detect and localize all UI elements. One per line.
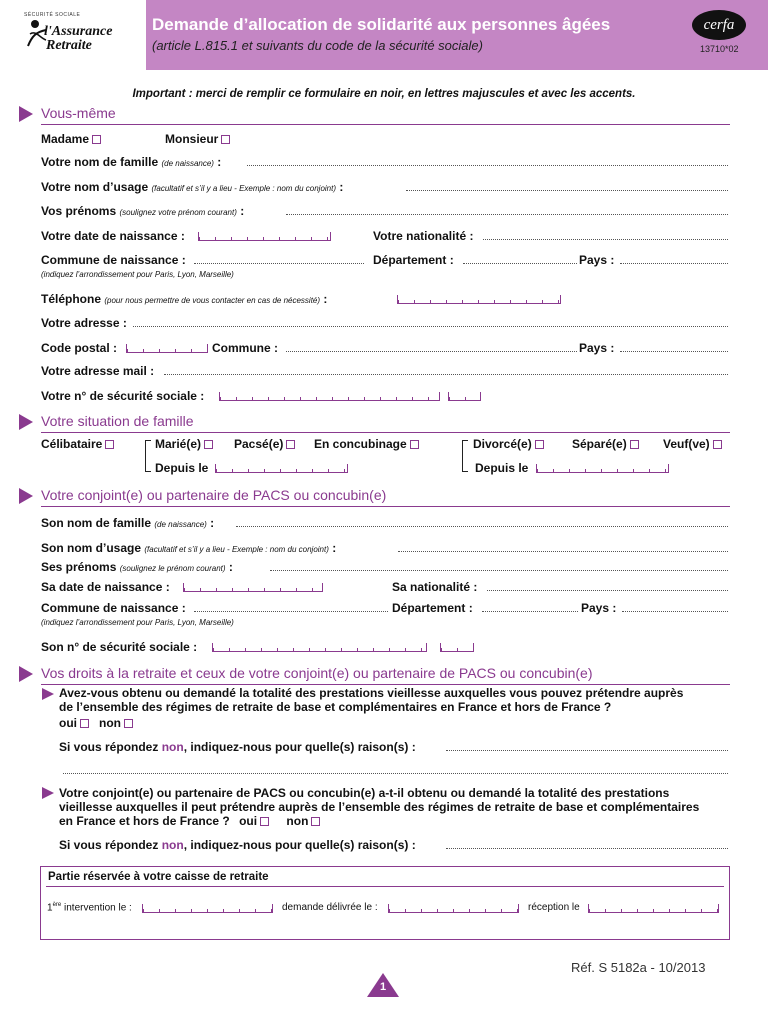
monsieur-checkbox[interactable] — [221, 135, 230, 144]
page-number: 1 — [379, 981, 387, 993]
mail-input[interactable] — [164, 365, 728, 375]
nom-famille-input[interactable] — [247, 156, 728, 166]
telephone-label: Téléphone (pour nous permettre de vous contacter en cas de nécessité) : — [41, 292, 328, 306]
conjoint-prenoms-input[interactable] — [270, 561, 728, 571]
telephone-input[interactable] — [397, 295, 561, 304]
conjoint-departement-label: Département : — [392, 601, 473, 615]
separe-option: Séparé(e) — [572, 437, 639, 451]
section-title-vous-meme: Vous-même — [41, 105, 116, 121]
conjoint-secu-key-input[interactable] — [440, 643, 474, 652]
question-marker-icon — [42, 688, 54, 700]
conjoint-date-naissance-input[interactable] — [183, 583, 323, 592]
pays-input[interactable] — [620, 254, 728, 264]
departement-label: Département : — [373, 253, 454, 267]
divorce-checkbox[interactable] — [535, 440, 544, 449]
nom-usage-label: Votre nom d’usage (facultatif et s’il y a lieu - Exemple : nom du conjoint) : — [41, 180, 344, 194]
divorce-option: Divorcé(e) — [473, 437, 544, 451]
q1-reason-input[interactable] — [446, 741, 728, 751]
concubinage-checkbox[interactable] — [410, 440, 419, 449]
q1-reason-label: Si vous répondez non, indiquez-nous pour quelle(s) raison(s) : — [59, 740, 416, 754]
conjoint-date-naissance-label: Sa date de naissance : — [41, 580, 170, 594]
madame-checkbox[interactable] — [92, 135, 101, 144]
q1-oui-option: oui — [59, 716, 89, 730]
depuis1-date-input[interactable] — [215, 464, 348, 473]
section-marker-icon — [19, 106, 33, 122]
important-notice: Important : merci de remplir ce formulaire en noir, en lettres majuscules et avec les accents. — [132, 88, 636, 100]
q1-reason-input-line2[interactable] — [63, 764, 728, 774]
monsieur-label: Monsieur — [165, 132, 219, 146]
conjoint-pays-input[interactable] — [622, 602, 728, 612]
departement-input[interactable] — [463, 254, 577, 264]
conjoint-secu-label: Son n° de sécurité sociale : — [41, 640, 198, 654]
veuf-checkbox[interactable] — [713, 440, 722, 449]
monsieur-option — [165, 132, 230, 146]
header-banner — [146, 0, 768, 70]
date-naissance-input[interactable] — [198, 232, 331, 241]
cerfa-number: 13710*02 — [700, 44, 739, 54]
question1-text: Avez-vous obtenu ou demandé la totalité des prestations vieillesse auxquelles vous pouvez prétendre auprès de l’ensemble des régimes de retraite de base et complémentaires en France et hors de France ? — [59, 686, 684, 714]
section-marker-icon — [19, 414, 33, 430]
mail-label: Votre adresse mail : — [41, 364, 155, 378]
adresse-label: Votre adresse : — [41, 316, 127, 330]
form-title: Demande d’allocation de solidarité aux personnes âgées — [152, 15, 611, 34]
nom-usage-input[interactable] — [406, 181, 728, 191]
conjoint-secu-number-input[interactable] — [212, 643, 427, 652]
form-subtitle: (article L.815.1 et suivants du code de la sécurité sociale) — [152, 38, 483, 53]
reception-label: réception le — [528, 902, 580, 913]
section-title-droits: Vos droits à la retraite et ceux de votre conjoint(e) ou partenaire de PACS ou concubin(e) — [41, 665, 593, 681]
separe-checkbox[interactable] — [630, 440, 639, 449]
section-marker-icon — [19, 488, 33, 504]
q1-oui-checkbox[interactable] — [80, 719, 89, 728]
section-divider — [41, 684, 730, 685]
logo-line2: Retraite — [46, 38, 92, 53]
demande-date-input[interactable] — [388, 904, 519, 913]
nationalite-label: Votre nationalité : — [373, 229, 474, 243]
intervention-date-input[interactable] — [142, 904, 273, 913]
section-marker-icon — [19, 666, 33, 682]
conjoint-commune-input[interactable] — [194, 602, 388, 612]
conjoint-departement-input[interactable] — [482, 602, 578, 612]
nationalite-input[interactable] — [483, 230, 728, 240]
commune-naissance-label: Commune de naissance : — [41, 253, 186, 267]
secu-number-input[interactable] — [219, 392, 440, 401]
section-divider — [41, 124, 730, 125]
conjoint-commune-note: (indiquez l’arrondissement pour Paris, Lyon, Marseille) — [41, 618, 234, 627]
bracket — [462, 440, 468, 472]
conjoint-nom-usage-label: Son nom d’usage (facultatif et s’il y a lieu - Exemple : nom du conjoint) : — [41, 541, 337, 555]
bracket — [145, 440, 151, 472]
logo-line1: l'Assurance — [44, 24, 113, 39]
code-postal-label: Code postal : — [41, 341, 118, 355]
q2-non-option: non — [286, 814, 320, 828]
reception-date-input[interactable] — [588, 904, 719, 913]
conjoint-nationalite-label: Sa nationalité : — [392, 580, 478, 594]
depuis2-label: Depuis le — [475, 461, 529, 475]
concubinage-option: En concubinage — [314, 437, 419, 451]
logo-small-text: SÉCURITÉ SOCIALE — [24, 12, 81, 18]
q2-reason-label: Si vous répondez non, indiquez-nous pour quelle(s) raison(s) : — [59, 838, 416, 852]
pays-label: Pays : — [579, 253, 615, 267]
question-marker-icon — [42, 787, 54, 799]
section-divider — [41, 432, 730, 433]
nom-famille-label: Votre nom de famille (de naissance) : — [41, 155, 222, 169]
conjoint-prenoms-label: Ses prénoms (soulignez le prénom courant) : — [41, 560, 233, 574]
conjoint-nom-famille-input[interactable] — [236, 517, 728, 527]
question2-text: Votre conjoint(e) ou partenaire de PACS ou concubin(e) a-t-il obtenu ou demandé la totalité des prestations vieillesse auxquelles il peut prétendre auprès de l’ensemble des régimes de retraite de base et complémentaires en France et hors de France ? oui non — [59, 786, 700, 828]
pays2-input[interactable] — [620, 342, 728, 352]
conjoint-nom-usage-input[interactable] — [398, 542, 728, 552]
q1-non-option: non — [99, 716, 133, 730]
pacse-checkbox[interactable] — [286, 440, 295, 449]
code-postal-input[interactable] — [126, 344, 208, 353]
prenoms-label: Vos prénoms (soulignez votre prénom courant) : — [41, 204, 245, 218]
veuf-option: Veuf(ve) — [663, 437, 722, 451]
secu-label: Votre n° de sécurité sociale : — [41, 389, 205, 403]
q2-oui-checkbox[interactable] — [260, 817, 269, 826]
commune-label: Commune : — [212, 341, 278, 355]
form-reference: Réf. S 5182a - 10/2013 — [571, 960, 706, 975]
pacse-option: Pacsé(e) — [234, 437, 295, 451]
commune-input[interactable] — [286, 342, 577, 352]
assurance-retraite-logo — [22, 12, 142, 60]
cerfa-logo: cerfa — [692, 10, 746, 40]
celibataire-checkbox[interactable] — [105, 440, 114, 449]
commune-note: (indiquez l’arrondissement pour Paris, Lyon, Marseille) — [41, 270, 234, 279]
demande-label: demande délivrée le : — [282, 902, 378, 913]
intervention-label: 1ère intervention le : — [47, 902, 132, 914]
q2-oui-option: oui — [239, 814, 269, 828]
section-title-conjoint: Votre conjoint(e) ou partenaire de PACS ou concubin(e) — [41, 487, 387, 503]
date-naissance-label: Votre date de naissance : — [41, 229, 185, 243]
prenoms-input[interactable] — [286, 205, 728, 215]
marie-option: Marié(e) — [155, 437, 213, 451]
pays2-label: Pays : — [579, 341, 615, 355]
reserve-divider — [46, 886, 724, 887]
depuis1-label: Depuis le — [155, 461, 209, 475]
adresse-input[interactable] — [133, 317, 728, 327]
conjoint-pays-label: Pays : — [581, 601, 617, 615]
q2-reason-input[interactable] — [446, 839, 728, 849]
celibataire-option: Célibataire — [41, 437, 114, 451]
conjoint-nom-famille-label: Son nom de famille (de naissance) : — [41, 516, 215, 530]
section-divider — [41, 506, 730, 507]
marie-checkbox[interactable] — [204, 440, 213, 449]
reserve-title: Partie réservée à votre caisse de retraite — [48, 871, 269, 883]
madame-label: Madame — [41, 132, 90, 146]
conjoint-commune-label: Commune de naissance : — [41, 601, 186, 615]
conjoint-nationalite-input[interactable] — [487, 581, 728, 591]
q2-non-checkbox[interactable] — [311, 817, 320, 826]
secu-key-input[interactable] — [448, 392, 481, 401]
commune-naissance-input[interactable] — [194, 254, 364, 264]
madame-option — [41, 132, 101, 146]
depuis2-date-input[interactable] — [536, 464, 669, 473]
page-number-badge — [366, 972, 400, 998]
section-title-situation: Votre situation de famille — [41, 413, 194, 429]
q1-non-checkbox[interactable] — [124, 719, 133, 728]
